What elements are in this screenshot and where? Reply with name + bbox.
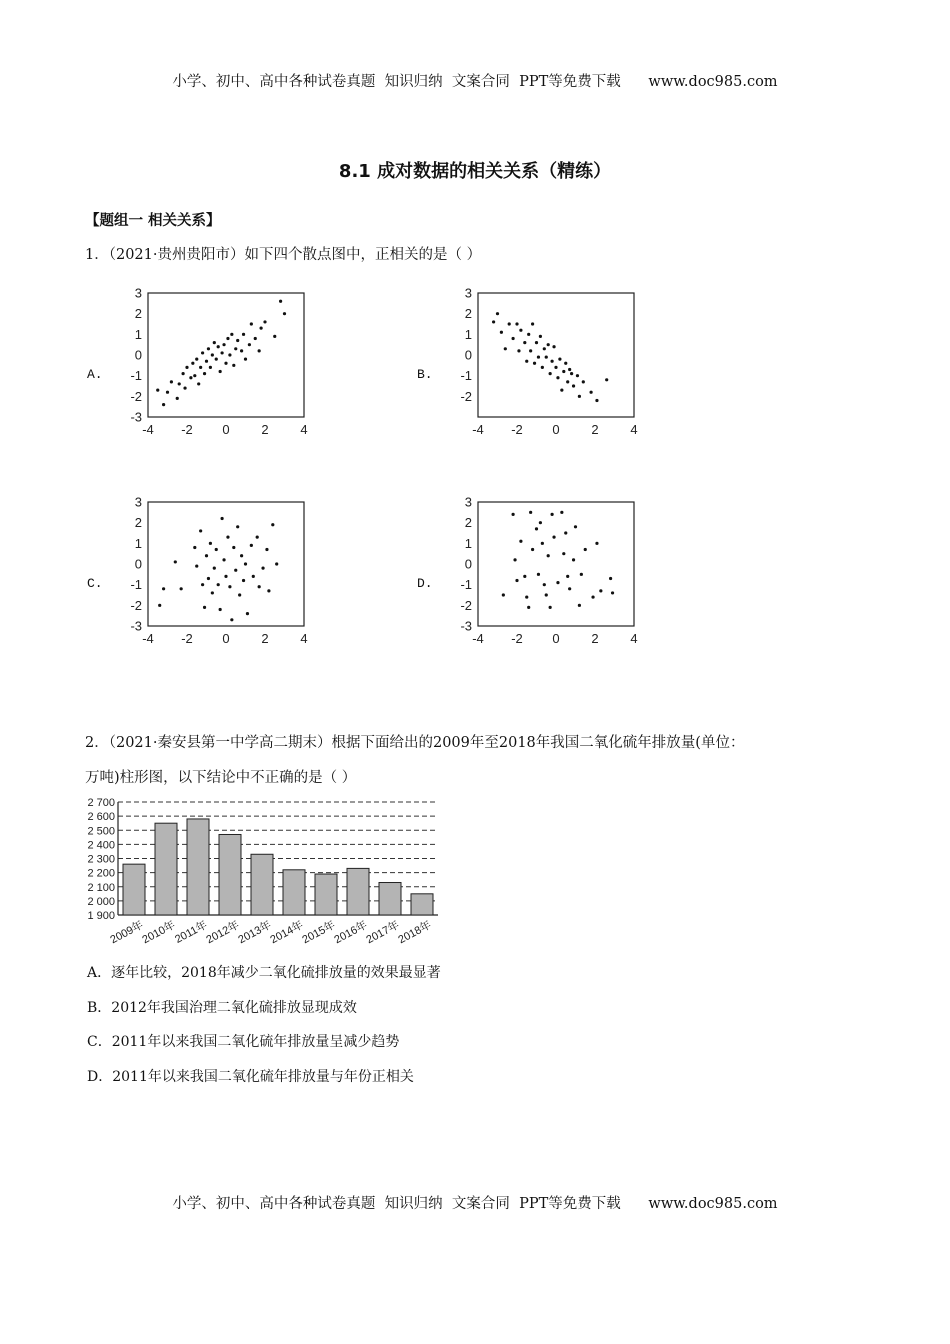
data-point	[523, 575, 526, 578]
y-tick-label: 3	[464, 285, 472, 301]
bar	[411, 894, 433, 915]
y-tick-label: 2 600	[87, 811, 115, 824]
data-point	[512, 513, 515, 516]
x-tick-label: 2014年	[268, 919, 306, 947]
data-point	[195, 358, 198, 361]
data-point	[174, 560, 177, 563]
data-point	[572, 384, 575, 387]
x-tick-label: 2018年	[396, 919, 434, 947]
data-point	[578, 604, 581, 607]
data-point	[580, 573, 583, 576]
data-point	[205, 554, 208, 557]
question-2-option-d: D．2011年以来我国二氧化硫年排放量与年份正相关	[87, 1069, 414, 1085]
x-tick-label: 2010年	[140, 919, 178, 947]
x-tick-label: 4	[630, 422, 638, 437]
data-point	[599, 589, 602, 592]
bar	[187, 819, 209, 915]
data-point	[551, 360, 554, 363]
data-point	[576, 374, 579, 377]
y-tick-label: -2	[460, 388, 472, 404]
y-tick-label: 3	[464, 494, 472, 510]
data-point	[224, 575, 227, 578]
x-tick-label: -2	[181, 631, 193, 646]
y-tick-label: -1	[130, 368, 142, 384]
y-tick-label: 1	[134, 326, 142, 342]
bar	[123, 864, 145, 915]
scatter-plot-c	[110, 494, 320, 654]
y-tick-label: 0	[464, 556, 472, 572]
data-point	[207, 347, 210, 350]
data-point	[539, 335, 542, 338]
data-point	[529, 511, 532, 514]
x-tick-label: -4	[142, 631, 154, 646]
data-point	[230, 618, 233, 621]
data-point	[609, 577, 612, 580]
data-point	[228, 353, 231, 356]
y-tick-label: -1	[130, 577, 142, 593]
data-point	[199, 366, 202, 369]
plot-frame	[148, 502, 304, 626]
data-point	[201, 583, 204, 586]
data-point	[222, 558, 225, 561]
x-tick-label: 2009年	[108, 919, 146, 947]
data-point	[215, 548, 218, 551]
data-point	[263, 320, 266, 323]
bar	[347, 868, 369, 915]
data-point	[556, 376, 559, 379]
data-point	[572, 558, 575, 561]
data-point	[230, 333, 233, 336]
data-point	[221, 351, 224, 354]
x-tick-label: -2	[511, 631, 523, 646]
emission-bar-chart	[80, 794, 450, 949]
data-point	[209, 542, 212, 545]
data-point	[582, 380, 585, 383]
data-point	[570, 372, 573, 375]
data-point	[185, 366, 188, 369]
y-tick-label: 1	[134, 535, 142, 551]
x-tick-label: 4	[300, 631, 308, 646]
data-point	[219, 608, 222, 611]
data-point	[541, 366, 544, 369]
data-point	[590, 391, 593, 394]
data-point	[170, 380, 173, 383]
data-point	[515, 579, 518, 582]
x-tick-label: 0	[222, 631, 230, 646]
data-point	[584, 548, 587, 551]
data-point	[240, 554, 243, 557]
y-tick-label: 2	[134, 515, 142, 531]
data-point	[560, 389, 563, 392]
data-point	[605, 378, 608, 381]
x-tick-label: 2	[591, 422, 599, 437]
x-tick-label: 2017年	[364, 919, 402, 947]
option-c-label: C.	[87, 576, 103, 591]
data-point	[537, 573, 540, 576]
page-footer: 小学、初中、高中各种试卷真题 知识归纳 文案合同 PPT等免费下载 www.doc985.com	[172, 1196, 778, 1212]
data-point	[234, 569, 237, 572]
scatter-plot-d	[440, 494, 650, 654]
y-tick-label: -3	[460, 618, 472, 634]
x-tick-label: 2015年	[300, 919, 338, 947]
data-point	[554, 366, 557, 369]
data-point	[523, 341, 526, 344]
data-point	[197, 382, 200, 385]
data-point	[205, 360, 208, 363]
x-tick-label: 2012年	[204, 919, 242, 947]
question-2-option-c: C．2011年以来我国二氧化硫年排放量呈减少趋势	[87, 1034, 400, 1050]
data-point	[162, 403, 165, 406]
data-point	[568, 587, 571, 590]
data-point	[595, 542, 598, 545]
data-point	[222, 343, 225, 346]
data-point	[519, 329, 522, 332]
data-point	[254, 337, 257, 340]
data-point	[232, 546, 235, 549]
data-point	[182, 372, 185, 375]
data-point	[215, 358, 218, 361]
plot-frame	[478, 502, 634, 626]
y-tick-label: 2 700	[87, 797, 115, 809]
data-point	[566, 575, 569, 578]
data-point	[541, 542, 544, 545]
y-tick-label: 3	[134, 285, 142, 301]
data-point	[566, 380, 569, 383]
x-tick-label: -2	[511, 422, 523, 437]
bar	[251, 854, 273, 915]
y-tick-label: 2 100	[87, 881, 115, 894]
option-a-label: A.	[87, 367, 103, 382]
data-point	[256, 536, 259, 539]
data-point	[260, 327, 263, 330]
x-tick-label: 2011年	[173, 919, 210, 946]
data-point	[244, 562, 247, 565]
data-point	[273, 335, 276, 338]
data-point	[195, 564, 198, 567]
data-point	[236, 339, 239, 342]
x-tick-label: 2	[261, 631, 269, 646]
data-point	[512, 337, 515, 340]
data-point	[224, 362, 227, 365]
data-point	[238, 593, 241, 596]
data-point	[502, 593, 505, 596]
data-point	[246, 612, 249, 615]
y-tick-label: 3	[134, 494, 142, 510]
data-point	[283, 312, 286, 315]
data-point	[527, 333, 530, 336]
option-b-label: B.	[417, 367, 433, 382]
data-point	[591, 595, 594, 598]
data-point	[574, 525, 577, 528]
data-point	[267, 589, 270, 592]
data-point	[543, 583, 546, 586]
data-point	[258, 585, 261, 588]
data-point	[531, 548, 534, 551]
y-tick-label: 2	[464, 306, 472, 322]
data-point	[552, 345, 555, 348]
y-tick-label: 2	[464, 515, 472, 531]
data-point	[221, 517, 224, 520]
x-tick-label: 2	[261, 422, 269, 437]
data-point	[527, 606, 530, 609]
data-point	[199, 529, 202, 532]
data-point	[248, 343, 251, 346]
data-point	[508, 322, 511, 325]
data-point	[562, 552, 565, 555]
data-point	[539, 521, 542, 524]
data-point	[525, 595, 528, 598]
data-point	[560, 511, 563, 514]
y-tick-label: -1	[460, 368, 472, 384]
data-point	[513, 558, 516, 561]
data-point	[535, 341, 538, 344]
data-point	[545, 355, 548, 358]
data-point	[213, 567, 216, 570]
data-point	[549, 606, 552, 609]
y-tick-label: -3	[130, 409, 142, 425]
data-point	[193, 546, 196, 549]
data-point	[492, 320, 495, 323]
y-tick-label: -2	[130, 597, 142, 613]
data-point	[232, 364, 235, 367]
data-point	[201, 351, 204, 354]
y-tick-label: 2 000	[87, 895, 115, 908]
data-point	[547, 554, 550, 557]
x-tick-label: 2016年	[332, 919, 370, 947]
y-tick-label: 2 500	[87, 825, 115, 838]
x-tick-label: 0	[552, 631, 560, 646]
page-title: 8.1 成对数据的相关关系（精练）	[338, 161, 612, 182]
data-point	[189, 376, 192, 379]
y-tick-label: 2 400	[87, 839, 115, 852]
y-tick-label: -3	[130, 618, 142, 634]
data-point	[504, 347, 507, 350]
data-point	[240, 349, 243, 352]
data-point	[519, 540, 522, 543]
plot-frame	[148, 293, 304, 417]
data-point	[543, 347, 546, 350]
data-point	[551, 513, 554, 516]
y-tick-label: 1 900	[87, 910, 115, 922]
data-point	[228, 585, 231, 588]
y-tick-label: 2 200	[87, 867, 115, 880]
bar	[315, 874, 337, 915]
data-point	[178, 382, 181, 385]
data-point	[549, 372, 552, 375]
data-point	[213, 341, 216, 344]
data-point	[515, 322, 518, 325]
y-tick-label: -2	[460, 597, 472, 613]
bar	[219, 834, 241, 915]
data-point	[533, 362, 536, 365]
x-tick-label: -4	[472, 422, 484, 437]
data-point	[261, 567, 264, 570]
scatter-plot-b	[440, 285, 650, 445]
y-tick-label: 2	[134, 306, 142, 322]
data-point	[193, 374, 196, 377]
data-point	[191, 362, 194, 365]
group-heading: 【题组一 相关关系】	[85, 213, 221, 229]
data-point	[545, 593, 548, 596]
y-tick-label: 0	[464, 347, 472, 363]
data-point	[547, 343, 550, 346]
y-tick-label: 2 300	[87, 853, 115, 866]
data-point	[219, 370, 222, 373]
y-tick-label: -2	[130, 388, 142, 404]
data-point	[578, 395, 581, 398]
x-tick-label: 2	[591, 631, 599, 646]
data-point	[531, 322, 534, 325]
data-point	[537, 355, 540, 358]
data-point	[203, 372, 206, 375]
data-point	[564, 362, 567, 365]
data-point	[226, 536, 229, 539]
question-2-option-a: A．逐年比较，2018年减少二氧化硫排放量的效果最显著	[87, 965, 441, 981]
data-point	[564, 531, 567, 534]
data-point	[209, 366, 212, 369]
data-point	[517, 349, 520, 352]
x-tick-label: -2	[181, 422, 193, 437]
data-point	[207, 577, 210, 580]
data-point	[252, 575, 255, 578]
data-point	[183, 386, 186, 389]
data-point	[226, 337, 229, 340]
question-2-option-b: B．2012年我国治理二氧化硫排放显现成效	[87, 1000, 357, 1016]
plot-frame	[478, 293, 634, 417]
x-tick-label: -4	[142, 422, 154, 437]
data-point	[271, 523, 274, 526]
data-point	[496, 312, 499, 315]
data-point	[158, 604, 161, 607]
y-tick-label: 1	[464, 535, 472, 551]
x-tick-label: -4	[472, 631, 484, 646]
data-point	[611, 591, 614, 594]
data-point	[558, 358, 561, 361]
data-point	[279, 300, 282, 303]
y-tick-label: -1	[460, 577, 472, 593]
data-point	[250, 322, 253, 325]
data-point	[234, 347, 237, 350]
data-point	[556, 581, 559, 584]
x-tick-label: 4	[630, 631, 638, 646]
bar	[379, 883, 401, 915]
data-point	[162, 587, 165, 590]
data-point	[595, 399, 598, 402]
data-point	[156, 389, 159, 392]
data-point	[525, 360, 528, 363]
data-point	[244, 358, 247, 361]
data-point	[166, 391, 169, 394]
y-tick-label: 0	[134, 556, 142, 572]
option-d-label: D.	[417, 576, 433, 591]
bar	[283, 870, 305, 915]
question-2-stem-line1: 2．（2021·秦安县第一中学高二期末）根据下面给出的2009年至2018年我国二氧化硫年排放量(单位：	[85, 735, 745, 751]
data-point	[275, 562, 278, 565]
data-point	[250, 544, 253, 547]
data-point	[203, 606, 206, 609]
question-1-stem: 1．（2021·贵州贵阳市）如下四个散点图中，正相关的是（ ）	[85, 247, 482, 263]
data-point	[217, 345, 220, 348]
question-2-stem-line2: 万吨)柱形图，以下结论中不正确的是（ ）	[85, 770, 357, 786]
x-tick-label: 4	[300, 422, 308, 437]
y-tick-label: 0	[134, 347, 142, 363]
data-point	[500, 331, 503, 334]
bar	[155, 823, 177, 915]
data-point	[265, 548, 268, 551]
data-point	[535, 527, 538, 530]
data-point	[568, 368, 571, 371]
data-point	[529, 349, 532, 352]
data-point	[211, 591, 214, 594]
x-tick-label: 2013年	[236, 919, 274, 947]
data-point	[552, 536, 555, 539]
x-tick-label: 0	[222, 422, 230, 437]
data-point	[258, 349, 261, 352]
data-point	[562, 370, 565, 373]
scatter-plot-a	[110, 285, 320, 445]
page-header: 小学、初中、高中各种试卷真题 知识归纳 文案合同 PPT等免费下载 www.doc985.com	[172, 74, 778, 90]
data-point	[217, 583, 220, 586]
data-point	[180, 587, 183, 590]
x-tick-label: 0	[552, 422, 560, 437]
data-point	[176, 397, 179, 400]
data-point	[242, 333, 245, 336]
y-tick-label: 1	[464, 326, 472, 342]
data-point	[236, 525, 239, 528]
data-point	[211, 353, 214, 356]
data-point	[242, 579, 245, 582]
